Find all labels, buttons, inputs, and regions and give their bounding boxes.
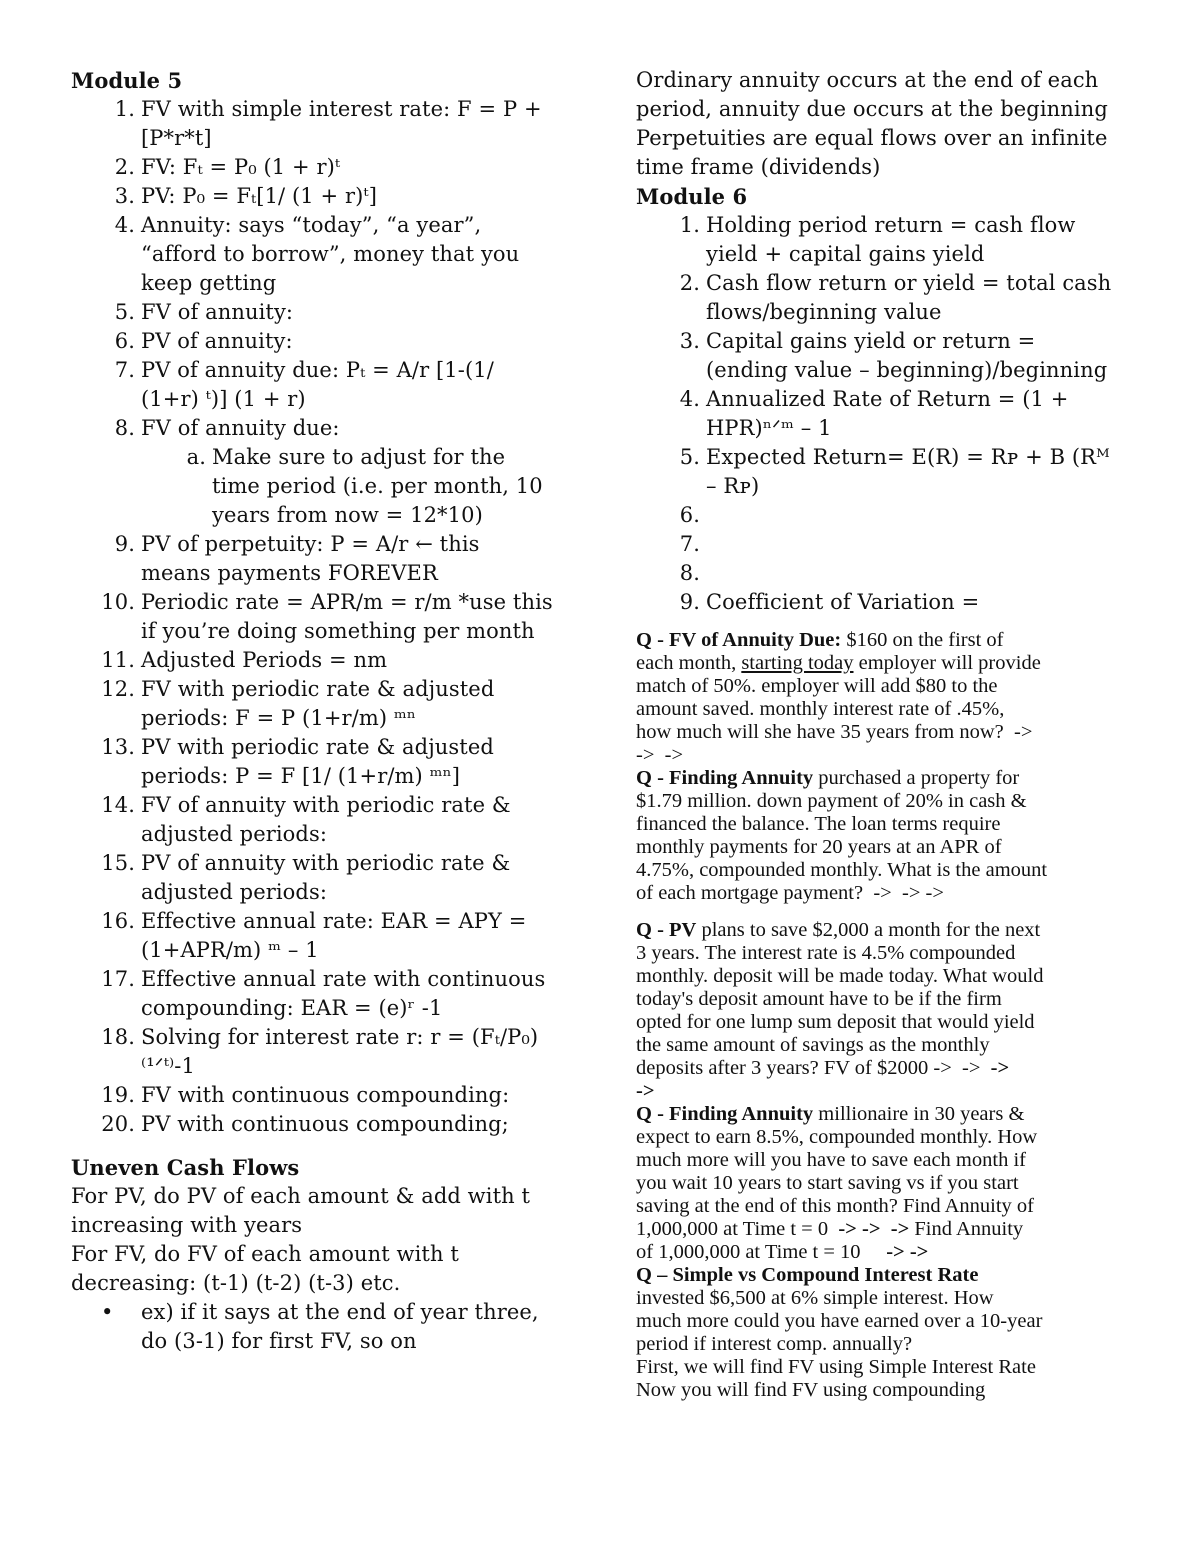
question-line: [636, 1356, 1136, 1379]
list-item-line: adjusted periods:: [141, 880, 328, 904]
list-item-line: PV of annuity with periodic rate &: [141, 851, 511, 875]
list-item: [71, 646, 571, 675]
question-block: [636, 919, 1136, 1103]
question-line: [636, 1287, 1136, 1310]
list-item-line: (1+r) ᵗ)] (1 + r): [141, 387, 306, 411]
list-item: [71, 1023, 571, 1081]
question-text: how much will she have 35 years from now? ->: [636, 721, 1033, 743]
question-text: monthly. deposit will be made today. What would: [636, 965, 1044, 987]
list-item-number: 5.: [679, 445, 700, 469]
list-item-number: 2.: [114, 155, 135, 179]
list-item-number: 3.: [679, 329, 700, 353]
list-item-line: [P*r*t]: [141, 126, 212, 150]
question-line: [636, 1310, 1136, 1333]
question-text: match of 50%. employer will add $80 to the: [636, 675, 998, 697]
list-item: [71, 1081, 571, 1110]
list-item: [71, 443, 571, 530]
list-item-line: adjusted periods:: [141, 822, 328, 846]
list-item-line: periods: P = F [1/ (1+r/m) ᵐⁿ]: [141, 764, 461, 788]
list-item: [636, 501, 1136, 530]
uneven-line: For PV, do PV of each amount & add with t: [71, 1184, 531, 1208]
list-item-line: Holding period return = cash flow: [706, 213, 1076, 237]
question-block: [636, 767, 1136, 905]
list-item: [71, 965, 571, 1023]
question-line: [636, 652, 1136, 675]
question-text: you wait 10 years to start saving vs if you start: [636, 1172, 1019, 1194]
question-text: Now you will find FV using compounding: [636, 1379, 986, 1401]
module6-title: Module 6: [636, 184, 748, 209]
question-text: of 1,000,000 at Time t = 10: [636, 1241, 887, 1263]
question-line: [636, 1126, 1136, 1149]
question-line: [636, 1057, 1136, 1080]
list-item-number: 18.: [101, 1025, 135, 1049]
uneven-cash-flows-title: Uneven Cash Flows: [71, 1155, 300, 1180]
question-block: [636, 1264, 1136, 1402]
list-item: [636, 385, 1136, 443]
list-item-number: 6.: [679, 503, 700, 527]
question-text: purchased a property for: [813, 767, 1020, 789]
question-line: [636, 1241, 1136, 1264]
list-item-number: a.: [186, 445, 206, 469]
question-text: Q – Simple vs Compound Interest Rate: [636, 1264, 979, 1286]
list-item: [71, 907, 571, 965]
question-text: Finding Annuity: [669, 767, 814, 789]
question-block: [636, 629, 1136, 767]
question-text: 3 years. The interest rate is 4.5% compounded: [636, 942, 1016, 964]
question-line: [636, 1379, 1136, 1402]
question-line: [636, 675, 1136, 698]
intro-line: Perpetuities are equal flows over an infinite: [636, 126, 1108, 150]
question-line: [636, 1195, 1136, 1218]
question-line: [636, 1011, 1136, 1034]
intro-line: Ordinary annuity occurs at the end of each: [636, 68, 1099, 92]
list-item: [636, 443, 1136, 501]
question-text: expect to earn 8.5%, compounded monthly. How: [636, 1126, 1038, 1148]
list-item-line: Annualized Rate of Return = (1 +: [706, 387, 1069, 411]
question-text: today's deposit amount have to be if the firm: [636, 988, 1002, 1010]
list-item-number: 13.: [101, 735, 135, 759]
intro-line: time frame (dividends): [636, 155, 881, 179]
question-text: Q -: [636, 767, 670, 789]
list-item-number: 12.: [101, 677, 135, 701]
question-block: [636, 1103, 1136, 1264]
list-item: [636, 530, 1136, 559]
question-text: opted for one lump sum deposit that would yield: [636, 1011, 1035, 1033]
list-item-line: FV: Fₜ = P₀ (1 + r)ᵗ: [141, 155, 341, 179]
question-text: each month,: [636, 652, 742, 674]
list-item-number: 8.: [679, 561, 700, 585]
list-item-number: 3.: [114, 184, 135, 208]
list-item-line: [706, 501, 1136, 530]
question-line: [636, 1218, 1136, 1241]
list-item-line: PV with periodic rate & adjusted: [141, 735, 494, 759]
question-line: [636, 767, 1136, 790]
question-line: [636, 1172, 1136, 1195]
bullet-icon: •: [101, 1300, 114, 1324]
list-item: [71, 356, 571, 414]
left-column: [71, 66, 571, 1356]
list-item-line: years from now = 12*10): [212, 503, 483, 527]
list-item-line: Periodic rate = APR/m = r/m *use this: [141, 590, 553, 614]
question-line: [636, 942, 1136, 965]
question-line: [636, 744, 1136, 767]
list-item-line: PV with continuous compounding;: [141, 1112, 509, 1136]
list-item-line: compounding: EAR = (e)ʳ -1: [141, 996, 443, 1020]
list-item-line: Effective annual rate with continuous: [141, 967, 546, 991]
question-text: $160 on the first of: [841, 629, 1004, 651]
list-item: [71, 1110, 571, 1139]
question-text: deposits after 3 years? FV of $2000 -> ->: [636, 1057, 991, 1079]
list-item-line: Make sure to adjust for the: [212, 445, 506, 469]
list-item-line: FV of annuity with periodic rate &: [141, 793, 511, 817]
list-item-number: 19.: [101, 1083, 135, 1107]
list-item: [71, 153, 571, 182]
list-item-line: FV of annuity:: [141, 300, 294, 324]
question-text: much more will you have to save each month if: [636, 1149, 1026, 1171]
list-item-line: “afford to borrow”, money that you: [141, 242, 520, 266]
module5-list: [71, 95, 571, 1139]
list-item-number: 4.: [679, 387, 700, 411]
list-item-line: ⁽¹ᐟᵗ⁾-1: [141, 1054, 195, 1078]
question-text: much more could you have earned over a 10-year: [636, 1310, 1043, 1332]
question-line: [636, 721, 1136, 744]
question-text: 1,000,000 at Time t = 0: [636, 1218, 839, 1240]
list-item: [71, 733, 571, 791]
list-item-number: 2.: [679, 271, 700, 295]
list-item: [71, 530, 571, 588]
question-text: period if interest comp. annually?: [636, 1333, 913, 1355]
question-text: invested $6,500 at 6% simple interest. How: [636, 1287, 994, 1309]
list-item-line: time period (i.e. per month, 10: [212, 474, 543, 498]
question-text: -> ->: [886, 1241, 929, 1263]
list-item-line: PV of annuity:: [141, 329, 293, 353]
question-text: Q - Finding Annuity: [636, 1103, 814, 1125]
list-item-number: 7.: [679, 532, 700, 556]
question-line: [636, 1149, 1136, 1172]
list-item: [636, 269, 1136, 327]
question-line: [636, 1264, 1136, 1287]
question-text: millionaire in 30 years &: [813, 1103, 1025, 1125]
list-item-number: 17.: [101, 967, 135, 991]
question-text: saving at the end of this month? Find Annuity of: [636, 1195, 1035, 1217]
question-line: [636, 1103, 1136, 1126]
question-text: Find Annuity: [909, 1218, 1024, 1240]
question-line: [636, 882, 1136, 905]
list-item-line: PV of annuity due: Pₜ = A/r [1-(1/: [141, 358, 494, 382]
question-text: ->: [990, 1057, 1010, 1079]
list-item: [71, 849, 571, 907]
question-text: First, we will find FV using Simple Interest Rate: [636, 1356, 1036, 1378]
list-item-number: 6.: [114, 329, 135, 353]
list-item-number: 4.: [114, 213, 135, 237]
list-item-number: 5.: [114, 300, 135, 324]
list-item-line: Coefficient of Variation =: [706, 590, 980, 614]
list-item-line: PV: P₀ = Fₜ[1/ (1 + r)ᵗ]: [141, 184, 377, 208]
list-item-line: FV of annuity due:: [141, 416, 340, 440]
list-item-line: periods: F = P (1+r/m) ᵐⁿ: [141, 706, 417, 730]
list-item-line: Effective annual rate: EAR = APY =: [141, 909, 527, 933]
list-item-line: if you’re doing something per month: [141, 619, 535, 643]
list-item-number: 20.: [101, 1112, 135, 1136]
question-line: [636, 859, 1136, 882]
list-item-line: keep getting: [141, 271, 277, 295]
list-item: [71, 211, 571, 298]
question-text: ->: [636, 1080, 655, 1102]
question-text: the same amount of savings as the monthly: [636, 1034, 990, 1056]
list-item-line: Solving for interest rate r: r = (Fₜ/P₀): [141, 1025, 539, 1049]
question-line: [636, 629, 1136, 652]
questions-section: [636, 629, 1136, 1402]
list-item: [636, 559, 1136, 588]
question-text: of each mortgage payment? -> -> ->: [636, 882, 944, 904]
question-line: [636, 1080, 1136, 1103]
question-line: [636, 790, 1136, 813]
question-line: [636, 965, 1136, 988]
question-text: 4.75%, compounded monthly. What is the amount: [636, 859, 1048, 881]
list-item: [636, 327, 1136, 385]
list-item: [71, 675, 571, 733]
list-item-line: yield + capital gains yield: [706, 242, 985, 266]
list-item-number: 15.: [101, 851, 135, 875]
question-text: amount saved. monthly interest rate of .45%,: [636, 698, 1005, 720]
list-item-number: 7.: [114, 358, 135, 382]
module6-list: [636, 211, 1136, 617]
list-item-number: 11.: [101, 648, 135, 672]
bullet-line: do (3-1) for first FV, so on: [141, 1329, 417, 1353]
uneven-line: decreasing: (t-1) (t-2) (t-3) etc.: [71, 1271, 401, 1295]
question-line: [636, 919, 1136, 942]
list-item-number: 16.: [101, 909, 135, 933]
question-line: [636, 698, 1136, 721]
list-item-number: 8.: [114, 416, 135, 440]
uneven-line: For FV, do FV of each amount with t: [71, 1242, 459, 1266]
list-item: [71, 182, 571, 211]
bullet-line: ex) if it says at the end of year three,: [141, 1300, 539, 1324]
list-item-line: [706, 530, 1136, 559]
list-item-line: (1+APR/m) ᵐ – 1: [141, 938, 319, 962]
question-line: [636, 1333, 1136, 1356]
list-item: [71, 791, 571, 849]
question-line: [636, 813, 1136, 836]
question-line: [636, 988, 1136, 1011]
question-text: Q - PV: [636, 919, 697, 941]
question-text: $1.79 million. down payment of 20% in cash &: [636, 790, 1027, 812]
question-text: financed the balance. The loan terms require: [636, 813, 1001, 835]
list-item: [636, 588, 1136, 617]
list-item-line: means payments FOREVER: [141, 561, 438, 585]
list-item-number: 9.: [679, 590, 700, 614]
list-item-line: PV of perpetuity: P = A/r ← this: [141, 532, 480, 556]
question-line: [636, 836, 1136, 859]
list-item: [71, 327, 571, 356]
list-item: [636, 211, 1136, 269]
question-text: employer will provide: [853, 652, 1041, 674]
list-item-line: HPR)ⁿᐟᵐ – 1: [706, 416, 832, 440]
list-item-line: Cash flow return or yield = total cash: [706, 271, 1112, 295]
list-item-line: (ending value – beginning)/beginning: [706, 358, 1108, 382]
uneven-line: increasing with years: [71, 1213, 303, 1237]
list-item-line: Adjusted Periods = nm: [141, 648, 388, 672]
list-item-number: 14.: [101, 793, 135, 817]
question-text: monthly payments for 20 years at an APR of: [636, 836, 1002, 858]
list-item-line: Expected Return= E(R) = Rᴘ + B (Rᴹ: [706, 445, 1110, 469]
list-item-number: 1.: [679, 213, 700, 237]
list-item-line: Annuity: says “today”, “a year”,: [141, 213, 482, 237]
list-item-number: 1.: [114, 97, 135, 121]
list-item: [71, 95, 571, 153]
question-text: -> -> ->: [838, 1218, 910, 1240]
bullet-item: [71, 1298, 571, 1356]
module5-title: Module 5: [71, 68, 183, 93]
list-item-line: [706, 559, 1136, 588]
intro-line: period, annuity due occurs at the beginning: [636, 97, 1108, 121]
list-item-line: – Rᴘ): [706, 474, 760, 498]
list-item: [71, 588, 571, 646]
list-item: [71, 414, 571, 443]
list-item-line: FV with simple interest rate: F = P +: [141, 97, 542, 121]
list-item-line: Capital gains yield or return =: [706, 329, 1036, 353]
question-text: starting today: [741, 652, 854, 674]
question-text: plans to save $2,000 a month for the next: [696, 919, 1041, 941]
question-line: [636, 1034, 1136, 1057]
list-item-line: FV with continuous compounding:: [141, 1083, 510, 1107]
list-item-line: flows/beginning value: [706, 300, 942, 324]
list-item-line: FV with periodic rate & adjusted: [141, 677, 495, 701]
list-item: [71, 298, 571, 327]
list-item-number: 9.: [114, 532, 135, 556]
right-column: [636, 66, 1136, 1402]
list-item-number: 10.: [101, 590, 135, 614]
question-text: -> ->: [636, 744, 684, 766]
question-text: Q - FV of Annuity Due:: [636, 629, 842, 651]
